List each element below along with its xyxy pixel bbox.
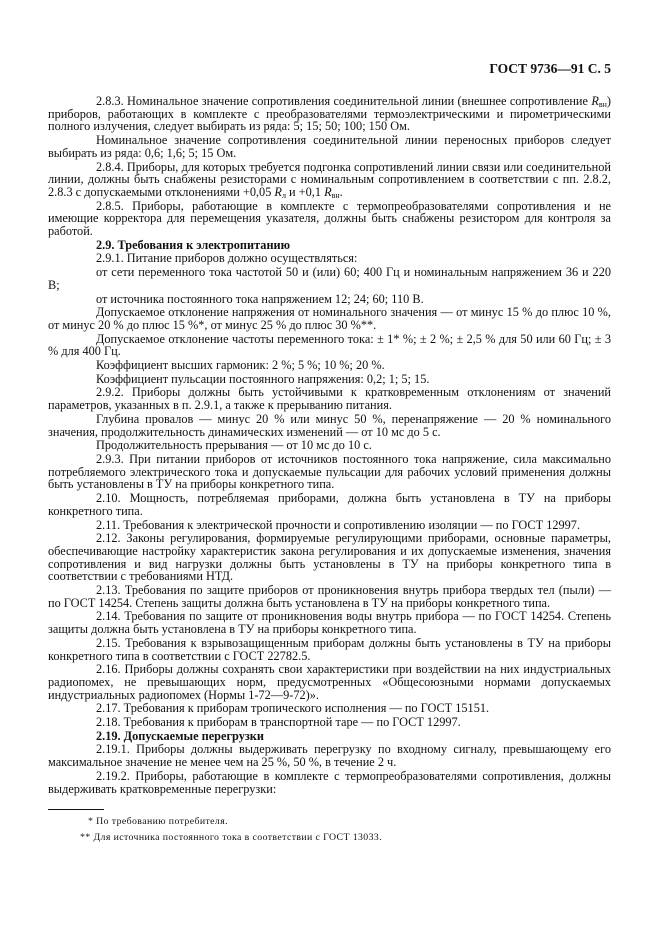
paragraph: 2.9.3. При питании приборов от источников постоянного тока напряжение, сила максимально потребляемого электрического тока и допускаемые пульсации для рабочих условий применения должны быть установлены в ТУ на приборы конкретного типа.: [48, 451, 611, 492]
symbol: R: [324, 184, 332, 199]
text: 2.8.4. Приборы, для которых требуется подгонка сопротивлений линии связи или соединительной линии, должны быть снабжены резисторами с номинальным сопротивлением в соответствии с пп. 2.8.2, 2.8.3 с допускаемыми отклонениями +0,05: [48, 159, 611, 199]
page-header: ГОСТ 9736—91 С. 5: [489, 61, 611, 76]
paragraph: 2.11. Требования к электрической прочности и сопротивлению изоляции — по ГОСТ 12997.: [96, 517, 581, 532]
symbol: R: [274, 184, 282, 199]
subscript: вн: [598, 100, 607, 109]
paragraph: 2.18. Требования к приборам в транспортной таре — по ГОСТ 12997.: [96, 715, 461, 730]
paragraph: 2.9.2. Приборы должны быть устойчивыми к кратковременным отклонениям от значений параметров, указанных в п. 2.9.1, а также к прерыванию питания.: [48, 385, 611, 413]
paragraph: 2.12. Законы регулирования, формируемые регулирующими приборами, основные параметры, обеспечивающие настройку характеристик закона регулирования и их допускаемые изменения, значения сопротивления и вид нагрузки должны быть установлены в ТУ на приборы конкретного типа в соответствии с требованиями НТД.: [48, 531, 611, 584]
paragraph: Продолжительность прерывания — от 10 мс до 10 с.: [96, 438, 372, 453]
paragraph: 2.19.1. Приборы должны выдерживать перегрузку по входному сигналу, превышающему его максимальное значение не менее чем на 25 %, 50 %, в течение 2 ч.: [48, 742, 611, 770]
paragraph: 2.10. Мощность, потребляемая приборами, должна быть установлена в ТУ на приборы конкретного типа.: [48, 491, 611, 518]
paragraph: Номинальное значение сопротивления соединительной линии переносных приборов следует выбирать из ряда: 0,6; 1,6; 5; 15 Ом.: [48, 133, 611, 160]
paragraph: 2.19.2. Приборы, работающие в комплекте с термопреобразователями сопротивления, должны выдерживать кратковременные перегрузки:: [48, 768, 611, 796]
subscript: л: [281, 190, 286, 200]
paragraph: 2.8.5. Приборы, работающие в комплекте с термопреобразователями сопротивления и не имеющие корректора для перемещения указателя, должны быть снабжены резистором для контроля за работой.: [48, 198, 611, 239]
paragraph: 2.9.1. Питание приборов должно осуществляться:: [96, 251, 358, 266]
paragraph: от сети переменного тока частотой 50 и (или) 60; 400 Гц и номинальным напряжением 36 и 220 В;: [48, 265, 611, 292]
paragraph: Допускаемое отклонение частоты переменного тока: ± 1* %; ± 2 %; ± 2,5 % для 50 или 60 Гц; ± 3 % для 400 Гц.: [48, 331, 611, 359]
footnote: ** Для источника постоянного тока в соответствии с ГОСТ 13033.: [80, 832, 383, 843]
text: .: [339, 184, 343, 199]
symbol: R: [591, 94, 599, 108]
footnote-divider: [48, 809, 104, 810]
section-heading: 2.19. Допускаемые перегрузки: [96, 728, 264, 743]
paragraph: 2.17. Требования к приборам тропического исполнения — по ГОСТ 15151.: [96, 701, 490, 716]
footnote: * По требованию потребителя.: [88, 816, 228, 827]
text: 2.8.3. Номинальное значение сопротивления соединительной линии (внешнее сопротивление: [96, 94, 592, 108]
paragraph-2-8-4: [48, 161, 611, 199]
paragraph: от источника постоянного тока напряжением 12; 24; 60; 110 В.: [96, 291, 424, 306]
paragraph: Коэффициент пульсации постоянного напряжения: 0,2; 1; 5; 15.: [96, 371, 430, 386]
section-heading: 2.9. Требования к электропитанию: [96, 237, 291, 252]
paragraph: 2.14. Требования по защите от проникновения воды внутрь прибора — по ГОСТ 14254. Степень защиты должна быть установлена в ТУ на приборы конкретного типа.: [48, 609, 611, 637]
paragraph: Глубина провалов — минус 20 % или минус 50 %, перенапряжение — 20 % номинального значения, продолжительность динамических изменений — от 10 мс до 5 с.: [48, 411, 611, 439]
text: и +0,1: [285, 184, 325, 199]
paragraph: 2.15. Требования к взрывозащищенным приборам должны быть установлены в ТУ на приборы конкретного типа в соответствии с ГОСТ 22782.5.: [48, 635, 611, 663]
paragraph: 2.16. Приборы должны сохранять свои характеристики при воздействии на них индустриальных радиопомех, не превышающих норм, предусмотренных «Общесоюзными нормами допускаемых индустриальных радиопомех (Нормы 1-72—9-72)».: [48, 662, 611, 702]
paragraph: Допускаемое отклонение напряжения от номинального значения — от минус 15 % до плюс 10 %, от минус 20 % до плюс 15 %*, от минус 25 % до плюс 30 %**.: [48, 305, 611, 332]
paragraph-2-8-3: [48, 95, 611, 133]
text: ) приборов, работающих в комплекте с преобразователями термоэлектрическими и пирометрическими полного излучения, следует выбирать из ряда: 5; 15; 50; 100; 150 Ом.: [48, 94, 611, 134]
subscript: вн: [331, 190, 340, 200]
paragraph: Коэффициент высших гармоник: 2 %; 5 %; 10 %; 20 %.: [96, 358, 385, 373]
paragraph: 2.13. Требования по защите приборов от проникновения внутрь прибора твердых тел (пыли) — по ГОСТ 14254. Степень защиты должна быть установлена в ТУ на приборы конкретного типа.: [48, 583, 611, 610]
document-body: [48, 95, 611, 796]
